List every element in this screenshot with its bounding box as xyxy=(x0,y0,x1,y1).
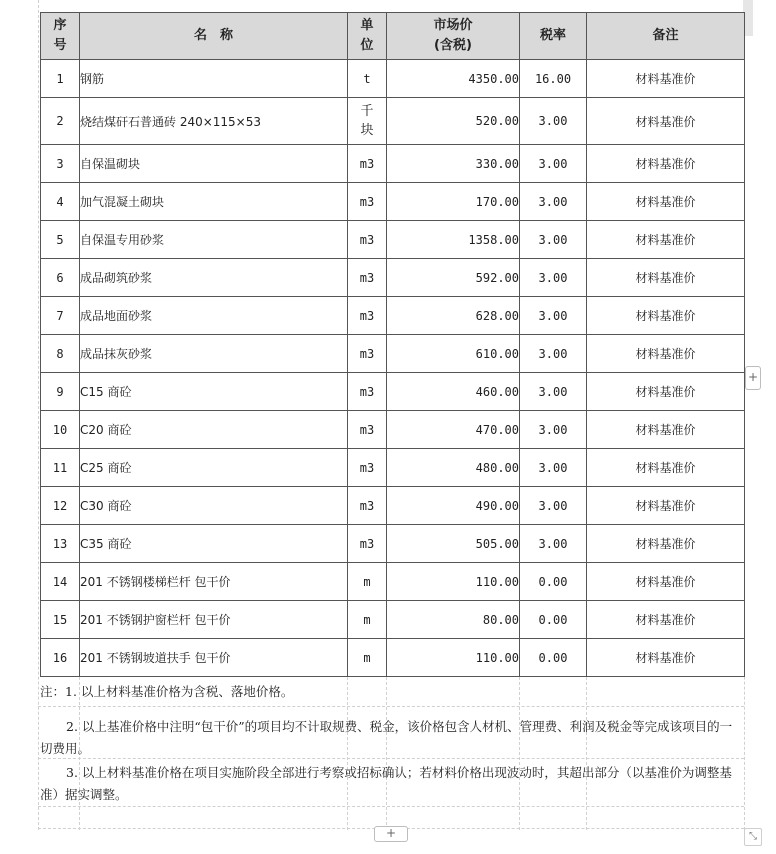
table-row xyxy=(41,183,745,221)
grid-guide xyxy=(38,806,744,807)
cell-unit: m xyxy=(348,601,387,639)
cell-name: C15 商砼 xyxy=(80,373,348,411)
cell-price: 490.00 xyxy=(387,487,520,525)
cell-no: 1 xyxy=(41,60,80,98)
header-unit: 单 位 xyxy=(348,13,387,60)
cell-unit: m3 xyxy=(348,487,387,525)
table-row xyxy=(41,60,745,98)
cell-tax: 3.00 xyxy=(520,525,587,563)
cell-remark: 材料基准价 xyxy=(587,183,745,221)
cell-no: 15 xyxy=(41,601,80,639)
cell-price: 4350.00 xyxy=(387,60,520,98)
table-row xyxy=(41,297,745,335)
cell-name: 成品地面砂浆 xyxy=(80,297,348,335)
add-row-button[interactable]: + xyxy=(374,826,408,842)
cell-unit: m3 xyxy=(348,411,387,449)
cell-price: 110.00 xyxy=(387,563,520,601)
cell-tax: 0.00 xyxy=(520,639,587,677)
header-no: 序 号 xyxy=(41,13,80,60)
table-row xyxy=(41,373,745,411)
cell-price: 592.00 xyxy=(387,259,520,297)
table-row xyxy=(41,525,745,563)
cell-price: 170.00 xyxy=(387,183,520,221)
cell-price: 460.00 xyxy=(387,373,520,411)
cell-price: 1358.00 xyxy=(387,221,520,259)
cell-unit: m3 xyxy=(348,259,387,297)
cell-name: 加气混凝土砌块 xyxy=(80,183,348,221)
cell-name: 201 不锈钢坡道扶手 包干价 xyxy=(80,639,348,677)
cell-remark: 材料基准价 xyxy=(587,98,745,145)
cell-tax: 3.00 xyxy=(520,487,587,525)
cell-tax: 3.00 xyxy=(520,259,587,297)
cell-remark: 材料基准价 xyxy=(587,411,745,449)
cell-tax: 3.00 xyxy=(520,373,587,411)
table-header-row xyxy=(41,13,745,60)
table-row xyxy=(41,601,745,639)
cell-remark: 材料基准价 xyxy=(587,60,745,98)
cell-unit: m xyxy=(348,563,387,601)
cell-tax: 3.00 xyxy=(520,183,587,221)
header-remark: 备注 xyxy=(587,13,745,60)
table-row xyxy=(41,487,745,525)
cell-no: 3 xyxy=(41,145,80,183)
cell-remark: 材料基准价 xyxy=(587,335,745,373)
cell-name: 钢筋 xyxy=(80,60,348,98)
note-1: 注：1. 以上材料基准价格为含税、落地价格。 xyxy=(40,684,294,699)
header-name: 名 称 xyxy=(80,13,348,60)
cell-unit: m3 xyxy=(348,373,387,411)
cell-tax: 3.00 xyxy=(520,145,587,183)
cell-no: 6 xyxy=(41,259,80,297)
cell-price: 480.00 xyxy=(387,449,520,487)
table-row xyxy=(41,335,745,373)
grid-guide xyxy=(38,706,744,707)
cell-no: 16 xyxy=(41,639,80,677)
cell-remark: 材料基准价 xyxy=(587,373,745,411)
cell-unit: m xyxy=(348,639,387,677)
cell-name: 201 不锈钢楼梯栏杆 包干价 xyxy=(80,563,348,601)
table-row xyxy=(41,259,745,297)
cell-unit: m3 xyxy=(348,525,387,563)
cell-no: 8 xyxy=(41,335,80,373)
table-row xyxy=(41,639,745,677)
cell-price: 628.00 xyxy=(387,297,520,335)
cell-unit: m3 xyxy=(348,297,387,335)
cell-unit: t xyxy=(348,60,387,98)
cell-tax: 16.00 xyxy=(520,60,587,98)
cell-remark: 材料基准价 xyxy=(587,259,745,297)
table-row xyxy=(41,98,745,145)
cell-no: 4 xyxy=(41,183,80,221)
cell-unit: m3 xyxy=(348,221,387,259)
cell-name: 成品砌筑砂浆 xyxy=(80,259,348,297)
cell-no: 2 xyxy=(41,98,80,145)
cell-no: 9 xyxy=(41,373,80,411)
cell-tax: 3.00 xyxy=(520,411,587,449)
cell-name: 成品抹灰砂浆 xyxy=(80,335,348,373)
cell-unit: 千块 xyxy=(348,98,387,145)
cell-tax: 3.00 xyxy=(520,98,587,145)
cell-remark: 材料基准价 xyxy=(587,221,745,259)
cell-remark: 材料基准价 xyxy=(587,487,745,525)
cell-name: C25 商砼 xyxy=(80,449,348,487)
cell-tax: 3.00 xyxy=(520,449,587,487)
cell-remark: 材料基准价 xyxy=(587,639,745,677)
cell-unit: m3 xyxy=(348,183,387,221)
price-table xyxy=(40,12,745,677)
cell-name: 自保温专用砂浆 xyxy=(80,221,348,259)
cell-no: 13 xyxy=(41,525,80,563)
add-column-button[interactable]: + xyxy=(745,366,761,390)
cell-no: 11 xyxy=(41,449,80,487)
header-tax: 税率 xyxy=(520,13,587,60)
table-row xyxy=(41,563,745,601)
cell-name: C20 商砼 xyxy=(80,411,348,449)
header-price: 市场价 (含税) xyxy=(387,13,520,60)
cell-tax: 3.00 xyxy=(520,297,587,335)
cell-remark: 材料基准价 xyxy=(587,601,745,639)
cell-remark: 材料基准价 xyxy=(587,525,745,563)
cell-name: 自保温砌块 xyxy=(80,145,348,183)
cell-name: 烧结煤矸石普通砖 240×115×53 xyxy=(80,98,348,145)
cell-remark: 材料基准价 xyxy=(587,297,745,335)
cell-unit: m3 xyxy=(348,335,387,373)
cell-name: C30 商砼 xyxy=(80,487,348,525)
cell-no: 7 xyxy=(41,297,80,335)
cell-no: 5 xyxy=(41,221,80,259)
table-row xyxy=(41,411,745,449)
cell-remark: 材料基准价 xyxy=(587,145,745,183)
table-row xyxy=(41,449,745,487)
cell-no: 10 xyxy=(41,411,80,449)
cell-remark: 材料基准价 xyxy=(587,563,745,601)
cell-name: C35 商砼 xyxy=(80,525,348,563)
cell-price: 610.00 xyxy=(387,335,520,373)
cell-unit: m3 xyxy=(348,145,387,183)
cell-tax: 0.00 xyxy=(520,563,587,601)
cell-tax: 0.00 xyxy=(520,601,587,639)
table-row xyxy=(41,145,745,183)
cell-price: 330.00 xyxy=(387,145,520,183)
cell-remark: 材料基准价 xyxy=(587,449,745,487)
table-row xyxy=(41,221,745,259)
cell-price: 505.00 xyxy=(387,525,520,563)
table-resize-handle[interactable]: ⤡ xyxy=(744,828,762,846)
cell-tax: 3.00 xyxy=(520,221,587,259)
cell-price: 80.00 xyxy=(387,601,520,639)
cell-price: 470.00 xyxy=(387,411,520,449)
note-2: 2. 以上基准价格中注明“包干价”的项目均不计取规费、税金，该价格包含人材机、管理费、利润及税金等完成该项目的一切费用。 xyxy=(40,719,733,756)
cell-unit: m3 xyxy=(348,449,387,487)
cell-no: 12 xyxy=(41,487,80,525)
cell-price: 520.00 xyxy=(387,98,520,145)
cell-price: 110.00 xyxy=(387,639,520,677)
note-3: 3. 以上材料基准价格在项目实施阶段全部进行考察或招标确认；若材料价格出现波动时，其超出部分（以基准价为调整基准）据实调整。 xyxy=(40,765,732,802)
cell-tax: 3.00 xyxy=(520,335,587,373)
cell-name: 201 不锈钢护窗栏杆 包干价 xyxy=(80,601,348,639)
cell-no: 14 xyxy=(41,563,80,601)
